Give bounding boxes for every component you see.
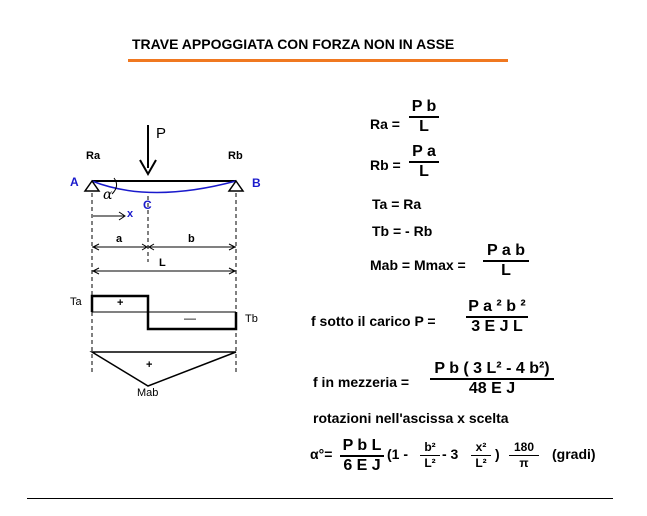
b2-denominator: L² bbox=[424, 456, 436, 470]
reaction-b-label: Rb bbox=[228, 150, 243, 162]
dim-b-label: b bbox=[188, 233, 195, 245]
ta-formula: Ta = Ra bbox=[372, 196, 422, 212]
f-mid-denominator: 48 E J bbox=[468, 380, 516, 397]
deflection-curve bbox=[92, 181, 236, 193]
x2-fraction bbox=[471, 440, 491, 471]
alpha-fraction bbox=[340, 437, 384, 475]
f-mid-fraction bbox=[430, 360, 554, 398]
rb-fraction bbox=[409, 143, 439, 181]
rb-numerator: P a bbox=[412, 143, 436, 160]
shear-b-label: Tb bbox=[245, 313, 258, 325]
force-label: P bbox=[156, 125, 167, 142]
mmax-denominator: L bbox=[501, 262, 511, 279]
point-a-label: A bbox=[70, 175, 79, 189]
reaction-a-label: Ra bbox=[86, 150, 101, 162]
f-load-fraction bbox=[466, 298, 528, 336]
dim-a-label: a bbox=[116, 233, 123, 245]
open-paren: (1 - bbox=[387, 446, 408, 462]
moment-label: Mab bbox=[137, 387, 159, 399]
b2-fraction bbox=[420, 440, 440, 471]
ra-lhs: Ra = bbox=[370, 116, 400, 132]
rotation-label: rotazioni nell'ascissa x scelta bbox=[313, 410, 509, 426]
deg-fraction bbox=[509, 440, 539, 471]
bottom-rule bbox=[27, 498, 613, 499]
deg-numerator: 180 bbox=[513, 440, 535, 454]
deg-denominator: π bbox=[519, 456, 529, 470]
alpha-numerator: P b L bbox=[342, 437, 382, 454]
gradi-label: (gradi) bbox=[552, 446, 596, 462]
shear-a-label: Ta bbox=[70, 296, 82, 308]
tb-formula: Tb = - Rb bbox=[372, 223, 433, 239]
dim-l-label: L bbox=[159, 257, 166, 269]
point-c-label: C bbox=[143, 198, 152, 212]
ra-numerator: P b bbox=[411, 98, 437, 115]
point-b-label: B bbox=[252, 176, 261, 190]
rb-denominator: L bbox=[419, 163, 429, 180]
page-title: TRAVE APPOGGIATA CON FORZA NON IN ASSE bbox=[132, 36, 455, 52]
f-load-denominator: 3 E J L bbox=[471, 318, 523, 335]
mmax-fraction bbox=[483, 242, 529, 280]
close-paren: ) bbox=[495, 446, 500, 462]
f-load-lhs: f sotto il carico P = bbox=[311, 313, 436, 329]
minus-three: - 3 bbox=[442, 446, 459, 462]
b2-numerator: b² bbox=[424, 440, 436, 454]
rb-lhs: Rb = bbox=[370, 157, 401, 173]
shear-plus-sign: + bbox=[117, 297, 124, 309]
alpha-lhs: α°= bbox=[310, 446, 333, 462]
mmax-numerator: P a b bbox=[487, 242, 525, 259]
alpha-label: α bbox=[103, 187, 113, 203]
moment-plus-sign: + bbox=[146, 359, 153, 371]
x2-denominator: L² bbox=[475, 456, 487, 470]
f-mid-numerator: P b ( 3 L² - 4 b²) bbox=[434, 360, 550, 377]
shear-minus-sign: — bbox=[184, 311, 196, 325]
mmax-lhs: Mab = Mmax = bbox=[370, 257, 466, 273]
f-load-numerator: P a ² b ² bbox=[468, 298, 526, 315]
ra-denominator: L bbox=[419, 118, 429, 135]
f-mid-lhs: f in mezzeria = bbox=[313, 374, 410, 390]
moment-diagram bbox=[92, 352, 236, 386]
x2-numerator: x² bbox=[475, 440, 487, 454]
ra-fraction bbox=[409, 98, 439, 136]
alpha-denominator: 6 E J bbox=[343, 457, 381, 474]
x-axis-label: x bbox=[127, 208, 134, 220]
